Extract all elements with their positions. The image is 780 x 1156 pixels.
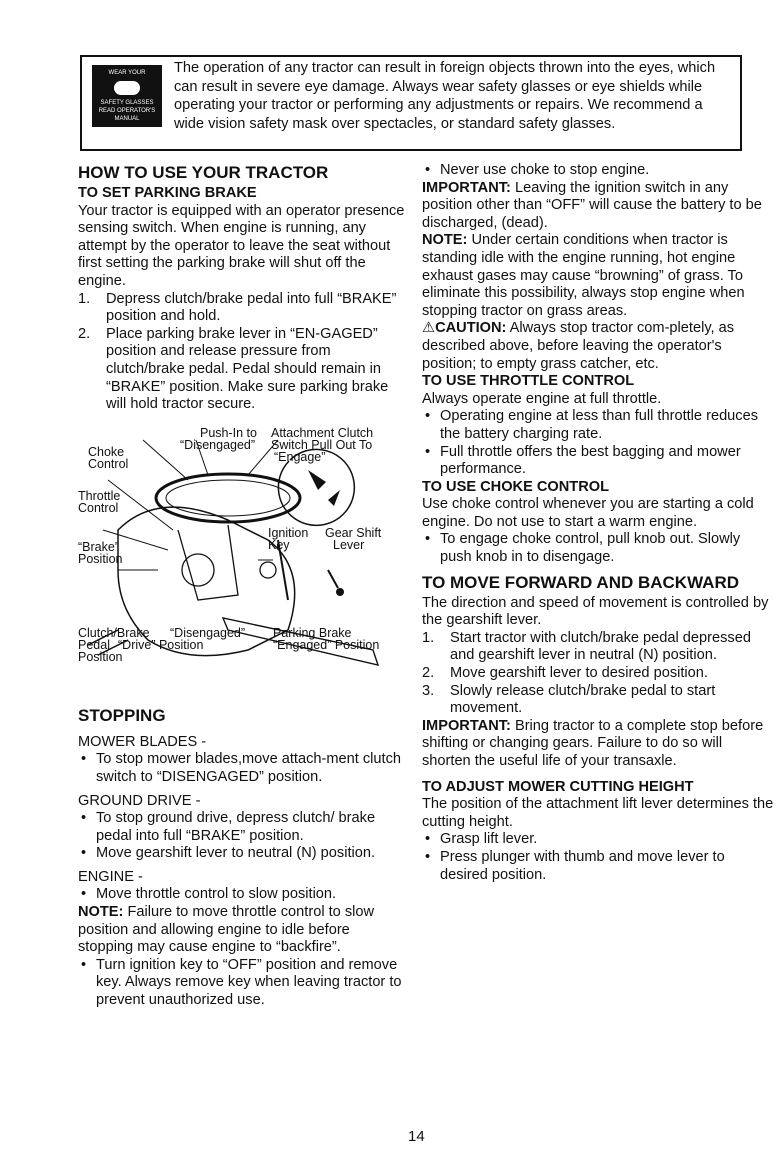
- cut-heading: TO ADJUST MOWER CUTTING HEIGHT: [422, 778, 694, 795]
- right-column: [422, 162, 774, 884]
- list-item: • To stop mower blades,move attach-ment clutch switch to “DISENGAGED” position.: [78, 751, 408, 786]
- ground-heading: GROUND DRIVE -: [78, 792, 201, 809]
- list-item: • Grasp lift lever.: [422, 831, 774, 849]
- throttle-heading: TO USE THROTTLE CONTROL: [422, 373, 635, 390]
- caution-icon: ⚠CAUTION:: [422, 320, 507, 337]
- engine-heading: ENGINE -: [78, 868, 143, 885]
- list-item: • Move throttle control to slow position.: [78, 886, 408, 904]
- cut-intro: The position of the attachment lift lever determines the cutting height.: [422, 796, 774, 830]
- move-heading: TO MOVE FORWARD AND BACKWARD: [422, 572, 740, 592]
- safety-glasses-icon: [92, 65, 162, 127]
- section-title: HOW TO USE YOUR TRACTOR: [78, 163, 329, 182]
- important-note: IMPORTANT: Leaving the ignition switch in any position other than “OFF” will cause the battery to be discharged, (dead).: [422, 179, 762, 231]
- list-item: • Press plunger with thumb and move lever to desired position.: [422, 849, 774, 884]
- stopping-title: STOPPING: [78, 705, 166, 725]
- throttle-intro: Always operate engine at full throttle.: [422, 390, 662, 407]
- page-number: 14: [408, 1128, 425, 1145]
- tractor-controls-figure: Push-In to “Disengaged” Attachment Clutch Switch Pull Out To “Engage” Choke Control Throttle Control “Brake” Position Ignition Key Gear Shift Lever Clutch/Brake Pedal Position “Disengaged” “Drive” Position Parking Brake “Engaged” Position: [78, 420, 408, 700]
- parking-heading: TO SET PARKING BRAKE: [78, 185, 257, 201]
- choke-intro: Use choke control whenever you are starting a cold engine. Do not use to start a warm engine.: [422, 496, 754, 530]
- list-item: • Never use choke to stop engine.: [422, 162, 774, 180]
- icon-label-top: WEAR YOUR: [108, 70, 146, 76]
- important-note-2: IMPORTANT: Bring tractor to a complete stop before shifting or changing gears. Failure to do so will shorten the useful life of your transaxle.: [422, 717, 764, 769]
- list-item: • Turn ignition key to “OFF” position and remove key. Always remove key when leaving tractor to prevent unauthorized use.: [78, 957, 408, 1010]
- step-item: 3. Slowly release clutch/brake pedal to start movement.: [422, 682, 716, 717]
- mower-heading: MOWER BLADES -: [78, 733, 207, 750]
- engine-note: NOTE: Failure to move throttle control to slow position and allowing engine to idle before stopping may cause engine to “backfire”.: [78, 904, 375, 956]
- step-item: 2. Place parking brake lever in “EN-GAGED” position and release pressure from clutch/brake pedal. Pedal should remain in “BRAKE” position. Make sure parking brake will hold tractor secure.: [78, 325, 389, 413]
- parking-intro: Your tractor is equipped with an operator presence sensing switch. When engine is running, any attempt by the operator to leave the seat without first setting the parking brake will shut off the engine.: [78, 202, 405, 289]
- choke-heading: TO USE CHOKE CONTROL: [422, 478, 610, 495]
- move-intro: The direction and speed of movement is controlled by the gearshift lever.: [422, 594, 769, 629]
- list-item: • Full throttle offers the best bagging and mower performance.: [422, 444, 774, 479]
- left-column: [78, 162, 408, 1010]
- step-item: 1. Depress clutch/brake pedal into full “BRAKE” position and hold.: [78, 290, 397, 325]
- icon-label-mid: SAFETY GLASSES: [100, 100, 154, 106]
- safety-warning-box: [80, 55, 742, 151]
- note-text: NOTE: Under certain conditions when tractor is standing idle with the engine running, hot engine exhaust gases may cause “browning” of grass. To eliminate this possibility, always stop engine when stopping tractor on grass areas.: [422, 232, 745, 319]
- step-item: 2. Move gearshift lever to desired position.: [422, 665, 708, 682]
- caution-text: ⚠CAUTION: Always stop tractor com-pletely, as described above, before leaving the operator's position; to empty grass catcher, etc.: [422, 320, 735, 372]
- list-item: • Move gearshift lever to neutral (N) position.: [78, 845, 408, 863]
- step-item: 1. Start tractor with clutch/brake pedal depressed and gearshift lever in neutral (N) position.: [422, 629, 751, 664]
- list-item: • To engage choke control, pull knob out. Slowly push knob in to disengage.: [422, 531, 774, 566]
- icon-label-bot: READ OPERATOR'S MANUAL: [98, 108, 156, 122]
- warning-text: The operation of any tractor can result in foreign objects thrown into the eyes, which can result in severe eye damage. Always wear safety glasses or eye shields while operating your tractor or performing any adjustments or repairs. We recommend a wide vision safety mask over spectacles, or standard safety glasses.: [174, 60, 716, 132]
- list-item: • Operating engine at less than full throttle reduces the battery charging rate.: [422, 408, 774, 443]
- list-item: • To stop ground drive, depress clutch/ brake pedal into full “BRAKE” position.: [78, 810, 408, 845]
